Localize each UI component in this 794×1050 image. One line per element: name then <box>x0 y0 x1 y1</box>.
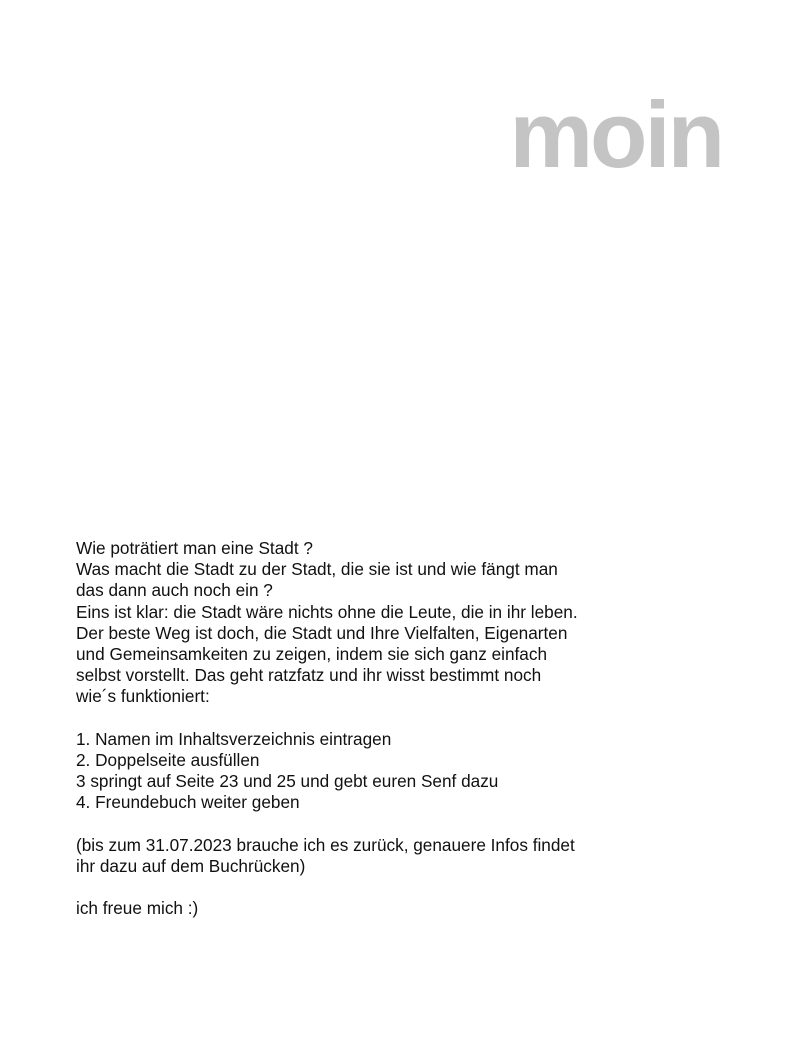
intro-paragraph <box>76 538 636 708</box>
step-item: 2. Doppelseite ausfüllen <box>76 750 260 771</box>
intro-line: wie´s funktioniert: <box>76 686 210 707</box>
step-item: 4. Freundebuch weiter geben <box>76 792 300 813</box>
step-item: 3 springt auf Seite 23 und 25 und gebt euren Senf dazu <box>76 771 499 792</box>
page-title: moin <box>509 82 722 187</box>
intro-line: Was macht die Stadt zu der Stadt, die sie ist und wie fängt man <box>76 559 558 580</box>
intro-line: und Gemeinsamkeiten zu zeigen, indem sie sich ganz einfach <box>76 644 548 665</box>
intro-line: Der beste Weg ist doch, die Stadt und Ihre Vielfalten, Eigenarten <box>76 622 568 643</box>
intro-line: Eins ist klar: die Stadt wäre nichts ohne die Leute, die in ihr leben. <box>76 601 578 622</box>
note-line: (bis zum 31.07.2023 brauche ich es zurück, genauere Infos findet <box>76 834 575 855</box>
intro-line: Wie poträtiert man eine Stadt ? <box>76 538 313 558</box>
body-text <box>76 538 636 920</box>
closing-line: ich freue mich :) <box>76 898 199 919</box>
steps-list <box>76 729 636 814</box>
intro-line: selbst vorstellt. Das geht ratzfatz und ihr wisst bestimmt noch <box>76 665 542 686</box>
deadline-note <box>76 835 636 877</box>
step-item: 1. Namen im Inhaltsverzeichnis eintragen <box>76 728 392 749</box>
intro-line: das dann auch noch ein ? <box>76 580 273 601</box>
note-line: ihr dazu auf dem Buchrücken) <box>76 856 306 877</box>
